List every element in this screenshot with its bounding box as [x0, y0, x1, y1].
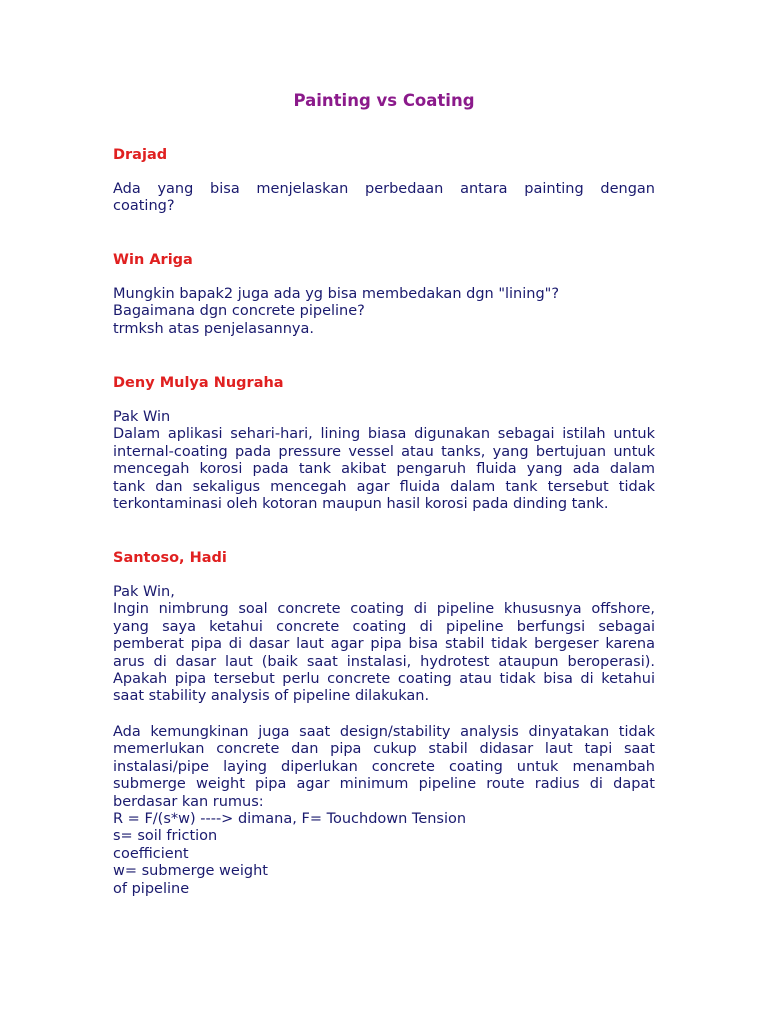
- body-line: Bagaimana dgn concrete pipeline?: [113, 303, 365, 320]
- body-line: of pipeline: [113, 880, 190, 897]
- body-line: trmksh atas penjelasannya.: [113, 320, 314, 337]
- body-line: mencegah korosi pada tank akibat pengaruh fluida yang ada dalam: [113, 461, 655, 478]
- body-line: instalasi/pipe laying diperlukan concrete coating untuk menambah: [113, 758, 655, 775]
- post-author-win-ariga: Win Ariga: [113, 252, 193, 268]
- post-author-drajad: Drajad: [113, 147, 168, 163]
- body-line: saat stability analysis of pipeline dilakukan.: [113, 688, 430, 705]
- body-line: Pak Win,: [113, 584, 175, 600]
- body-line: terkontaminasi oleh kotoran maupun hasil korosi pada dinding tank.: [113, 496, 609, 513]
- body-line: arus di dasar laut (baik saat instalasi, hydrotest ataupun beroperasi).: [113, 653, 655, 670]
- body-line: Dalam aplikasi sehari-hari, lining biasa digunakan sebagai istilah untuk: [113, 426, 655, 443]
- body-line: Ingin nimbrung soal concrete coating di pipeline khususnya offshore,: [113, 601, 655, 618]
- formula-line: R = F/(s*w) ----> dimana, F= Touchdown Tension: [113, 811, 467, 828]
- body-line: w= submerge weight: [113, 863, 268, 880]
- post-author-santoso-hadi: Santoso, Hadi: [113, 550, 227, 566]
- body-line: Ada kemungkinan juga saat design/stability analysis dinyatakan tidak: [113, 724, 655, 740]
- body-line: tank dan sekaligus mencegah agar fluida dalam tank tersebut tidak: [113, 478, 655, 495]
- post-body-drajad: [113, 181, 655, 216]
- post-body-deny-mulya-nugraha: [113, 409, 655, 513]
- body-line: coefficient: [113, 845, 189, 862]
- body-line: coating?: [113, 198, 175, 215]
- body-line: Ada yang bisa menjelaskan perbedaan antara painting dengan: [113, 181, 655, 197]
- body-line: memerlukan concrete dan pipa cukup stabil didasar laut tapi saat: [113, 741, 655, 758]
- body-line: Mungkin bapak2 juga ada yg bisa membedakan dgn "lining"?: [113, 286, 560, 302]
- body-line: Pak Win: [113, 409, 171, 425]
- post-body-santoso-hadi-continued: [113, 724, 655, 898]
- document-title: Painting vs Coating: [293, 91, 475, 110]
- body-line: s= soil friction: [113, 828, 218, 845]
- body-line: submerge weight pipa agar minimum pipeline route radius di dapat: [113, 776, 655, 793]
- post-body-santoso-hadi: [113, 584, 655, 706]
- post-author-deny-mulya-nugraha: Deny Mulya Nugraha: [113, 375, 284, 391]
- body-line: Apakah pipa tersebut perlu concrete coating atau tidak bisa di ketahui: [113, 671, 655, 688]
- body-line: yang saya ketahui concrete coating di pipeline berfungsi sebagai: [113, 618, 655, 635]
- post-body-win-ariga: [113, 286, 655, 338]
- body-line: pemberat pipa di dasar laut agar pipa bisa stabil tidak bergeser karena: [113, 636, 655, 653]
- body-line: berdasar kan rumus:: [113, 793, 264, 810]
- body-line: internal-coating pada pressure vessel atau tanks, yang bertujuan untuk: [113, 443, 655, 460]
